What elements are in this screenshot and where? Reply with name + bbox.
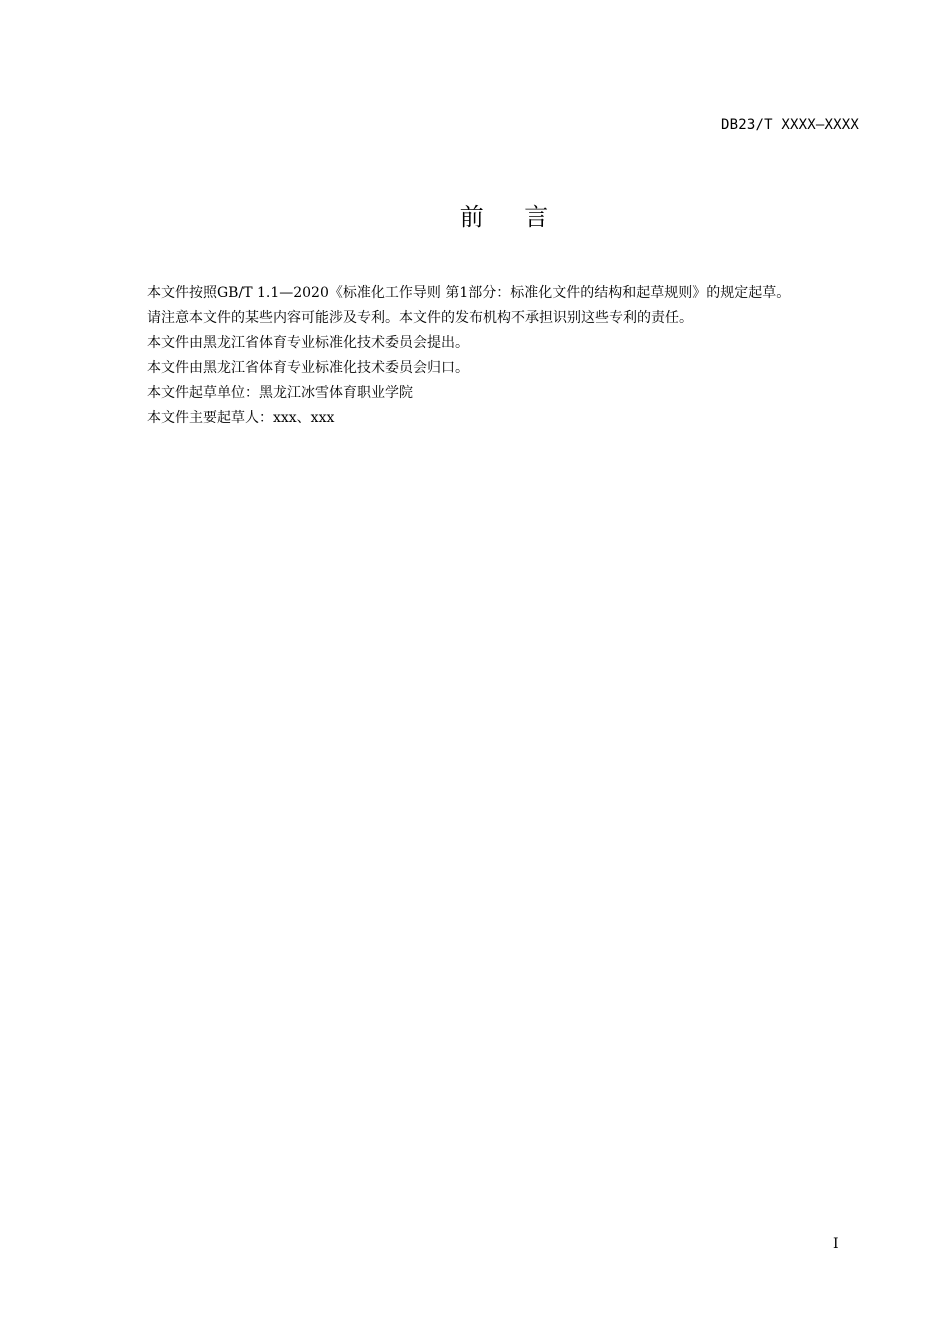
foreword-body [113, 281, 863, 431]
paragraph-drafting-rules: 本文件按照GB/T 1.1—2020《标准化工作导则 第1部分：标准化文件的结构和起草规则》的规定起草。 [147, 285, 791, 301]
document-code: DB23/T XXXX—XXXX [720, 117, 859, 133]
paragraph-drafting-organization: 本文件起草单位：黑龙江冰雪体育职业学院 [147, 385, 413, 401]
paragraph-patent-notice: 请注意本文件的某些内容可能涉及专利。本文件的发布机构不承担识别这些专利的责任。 [147, 310, 693, 326]
paragraph-main-drafters: 本文件主要起草人：xxx、xxx [147, 410, 335, 426]
paragraph-proposed-by: 本文件由黑龙江省体育专业标准化技术委员会提出。 [147, 335, 469, 351]
page-title: 前 言 [459, 203, 551, 231]
paragraph-managed-by: 本文件由黑龙江省体育专业标准化技术委员会归口。 [147, 360, 469, 376]
page-number: I [833, 1236, 839, 1252]
